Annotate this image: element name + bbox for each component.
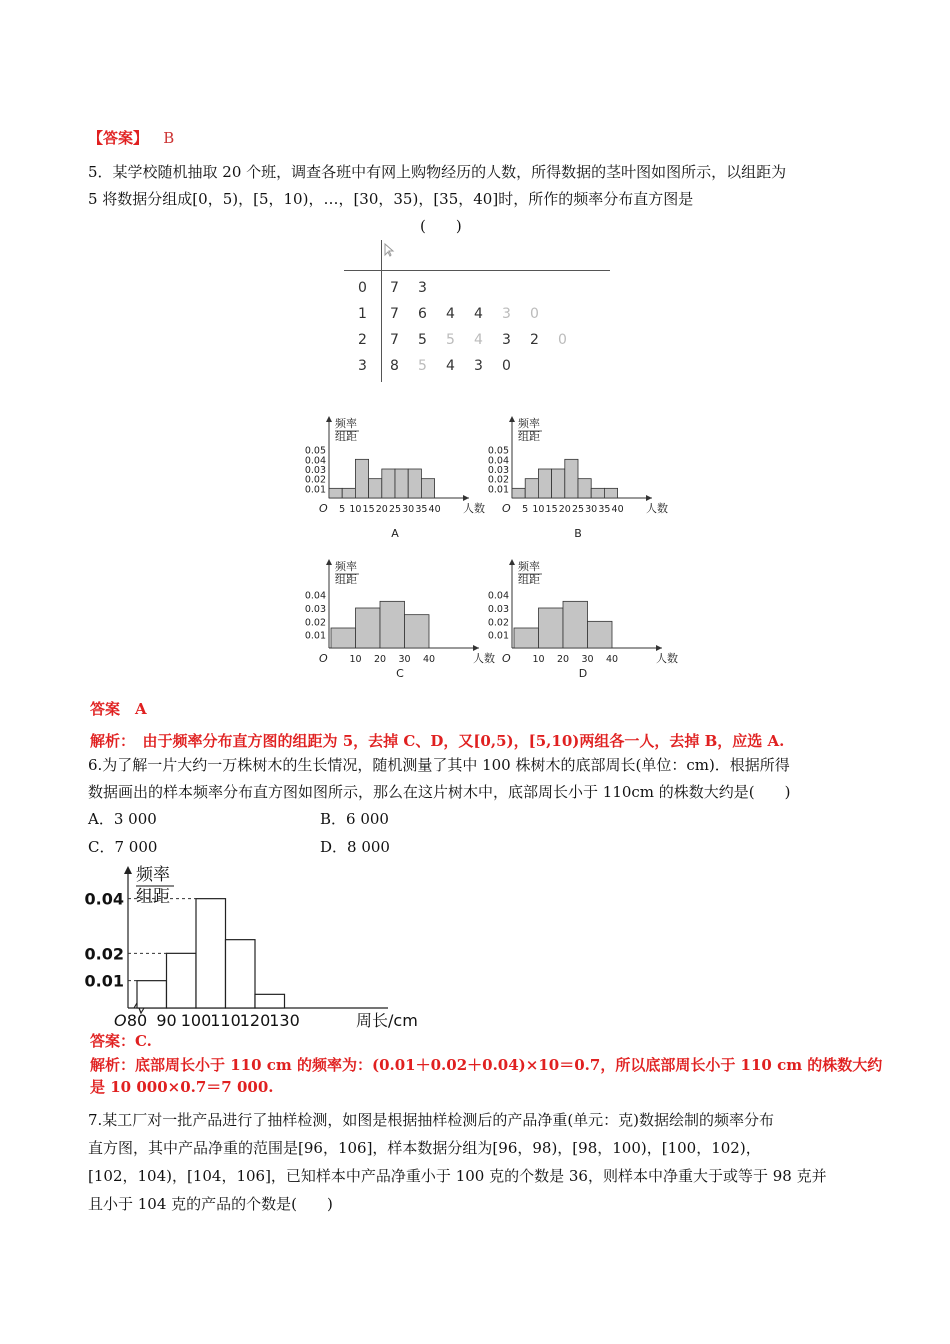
chart-caption: A <box>391 527 399 540</box>
y-axis-arrow <box>124 866 132 874</box>
x-tick-label: 5 <box>339 504 346 515</box>
histogram-bar <box>538 469 551 498</box>
histogram-bar <box>380 601 405 648</box>
q7-line-1: 7.某工厂对一批产品进行了抽样检测，如图是根据抽样检测后的产品净重(单元：克)数据绘制的频率分布 <box>88 1111 775 1129</box>
histogram-bar <box>565 459 578 498</box>
origin-label: O <box>502 502 511 515</box>
q5-line-1: 5．某学校随机抽取 20 个班，调查各班中有网上购物经历的人数，所得数据的茎叶图如图所示，以组距为 <box>88 163 787 181</box>
y-tick-label: 0.04 <box>304 590 326 602</box>
stem-leaf-divider <box>381 240 382 382</box>
histogram-bar <box>588 621 613 648</box>
x-tick-label: 5 <box>522 504 529 515</box>
histogram-bar <box>512 488 525 498</box>
x-axis-arrow <box>656 645 662 651</box>
x-tick-label: 35 <box>415 504 428 515</box>
chart-caption: C <box>396 667 404 680</box>
chart-caption: B <box>574 527 582 540</box>
answer-label: 【答案】 <box>88 129 149 147</box>
y-tick-label: 0.01 <box>304 484 326 496</box>
y-axis-label-bottom: 组距 <box>518 573 540 586</box>
x-tick-label: 20 <box>556 654 570 665</box>
y-axis-label-top: 频率 <box>335 560 357 573</box>
leaf-value: 5 <box>446 332 455 348</box>
q5-analysis: 解析： 由于频率分布直方图的组距为 5，去掉 C、D，又[0,5)，[5,10)两组各一人，去掉 B，应选 A. <box>90 732 785 750</box>
stem-value: 2 <box>358 332 367 348</box>
histogram-b <box>485 410 668 545</box>
leaf-value: 8 <box>390 358 399 374</box>
x-tick-label: 15 <box>362 504 375 515</box>
y-tick-label: 0.01 <box>84 971 124 991</box>
stem-value: 3 <box>358 358 367 374</box>
y-tick-label: 0.02 <box>84 944 124 964</box>
origin-label: O <box>502 652 511 665</box>
x-tick-label: 100 <box>180 1011 212 1030</box>
q6-option-d: D．8 000 <box>320 838 390 856</box>
histogram-c <box>302 553 495 683</box>
histogram-d <box>485 553 678 683</box>
y-axis-label-bottom: 组距 <box>518 430 540 443</box>
leaf-value: 2 <box>530 332 539 348</box>
y-tick-label: 0.02 <box>304 617 326 629</box>
y-axis-arrow <box>509 559 515 565</box>
x-tick-label: 25 <box>571 504 585 515</box>
histogram-bar <box>552 469 565 498</box>
y-tick-label: 0.01 <box>487 484 509 496</box>
histogram-bar <box>255 994 285 1008</box>
q6-option-a: A．3 000 <box>88 810 157 828</box>
x-tick-label: 40 <box>611 504 624 515</box>
y-tick-label: 0.05 <box>487 445 509 457</box>
histogram-tree-girth <box>84 860 438 1030</box>
x-axis-arrow <box>463 495 469 501</box>
histogram-bar <box>539 608 564 648</box>
leaf-value: 7 <box>390 332 399 348</box>
y-axis-label-bottom: 组距 <box>136 887 170 907</box>
x-tick-label: 10 <box>532 504 545 515</box>
origin-label: O <box>319 502 328 515</box>
x-tick-label: 80 <box>126 1011 148 1030</box>
histogram-bar <box>356 608 381 648</box>
y-axis-label-bottom: 组距 <box>335 430 357 443</box>
leaf-value: 5 <box>418 332 427 348</box>
x-axis-label: 人数 <box>473 652 495 665</box>
leaf-value: 0 <box>558 332 567 348</box>
cursor-icon <box>384 242 394 256</box>
x-tick-label: 130 <box>269 1011 300 1030</box>
x-tick-label: 20 <box>373 654 387 665</box>
leaf-value: 3 <box>418 280 427 296</box>
x-tick-label: 40 <box>428 504 441 515</box>
q6-analysis-2: 是 10 000×0.7＝7 000. <box>90 1078 274 1096</box>
leaf-value: 5 <box>418 358 427 374</box>
histogram-bar <box>591 488 604 498</box>
y-tick-label: 0.03 <box>304 465 326 476</box>
y-tick-label: 0.05 <box>304 445 326 457</box>
origin-label: O <box>319 652 328 665</box>
histogram-bar <box>196 899 226 1008</box>
x-tick-label: 90 <box>156 1011 177 1030</box>
histogram-bar <box>604 488 617 498</box>
x-axis-label: 周长/cm <box>356 1011 418 1030</box>
histogram-bar <box>514 628 539 648</box>
stem-value: 1 <box>358 306 367 322</box>
q6-answer: 答案：C. <box>90 1032 152 1050</box>
histogram-a <box>302 410 485 545</box>
y-tick-label: 0.02 <box>304 474 326 486</box>
q4-answer <box>88 127 174 148</box>
q6-option-c: C．7 000 <box>88 838 158 856</box>
histogram-bar <box>329 488 342 498</box>
y-axis-label-top: 频率 <box>335 417 357 430</box>
leaf-value: 4 <box>446 306 455 322</box>
x-tick-label: 25 <box>388 504 402 515</box>
x-tick-label: 10 <box>532 654 545 665</box>
y-tick-label: 0.01 <box>487 630 509 642</box>
x-axis-arrow <box>646 495 652 501</box>
q5-paren: ( ) <box>420 217 462 235</box>
histogram-bar <box>405 615 430 648</box>
histogram-bar <box>578 479 591 498</box>
stem-value: 0 <box>358 280 367 296</box>
x-tick-label: 40 <box>605 654 619 665</box>
histogram-bar <box>563 601 588 648</box>
y-axis-arrow <box>326 416 332 422</box>
leaf-value: 6 <box>418 306 427 322</box>
origin-label: O <box>114 1011 127 1030</box>
q6-analysis-1: 解析：底部周长小于 110 cm 的频率为：(0.01＋0.02＋0.04)×10＝0.7，所以底部周长小于 110 cm 的株数大约 <box>90 1056 883 1074</box>
leaf-value: 3 <box>502 332 511 348</box>
stem-leaf-plot <box>340 240 620 385</box>
x-axis-arrow <box>473 645 479 651</box>
histogram-bar <box>408 469 421 498</box>
leaf-value: 0 <box>502 358 511 374</box>
histogram-bar <box>369 479 382 498</box>
q5-answer: 答案 A <box>90 700 147 718</box>
leaf-value: 0 <box>530 306 539 322</box>
y-tick-label: 0.04 <box>487 455 509 467</box>
q7-line-3: [102，104)，[104，106]，已知样本中产品净重小于 100 克的个数是 36，则样本中净重大于或等于 98 克并 <box>88 1167 827 1185</box>
x-tick-label: 30 <box>585 504 598 515</box>
x-tick-label: 35 <box>598 504 611 515</box>
y-axis-label-top: 频率 <box>136 865 170 885</box>
leaf-value: 4 <box>474 306 483 322</box>
histogram-bar <box>137 981 167 1008</box>
y-axis-arrow <box>326 559 332 565</box>
q6-line-2: 数据画出的样本频率分布直方图如图所示，那么在这片树木中，底部周长小于 110cm 的株数大约是( ) <box>88 783 791 801</box>
y-tick-label: 0.03 <box>487 465 509 476</box>
x-tick-label: 20 <box>558 504 571 515</box>
stem-leaf-top-rule <box>344 270 610 271</box>
y-tick-label: 0.04 <box>84 889 124 909</box>
y-tick-label: 0.04 <box>304 455 326 467</box>
leaf-value: 4 <box>474 332 483 348</box>
x-tick-label: 120 <box>239 1011 271 1030</box>
x-tick-label: 20 <box>375 504 388 515</box>
leaf-value: 7 <box>390 306 399 322</box>
y-axis-label-bottom: 组距 <box>335 573 357 586</box>
leaf-value: 3 <box>474 358 483 374</box>
q6-line-1: 6.为了解一片大约一万株树木的生长情况，随机测量了其中 100 株树木的底部周长(单位：cm)．根据所得 <box>88 756 790 774</box>
chart-caption: D <box>578 667 588 680</box>
x-tick-label: 30 <box>398 654 411 665</box>
histogram-bar <box>355 459 368 498</box>
y-tick-label: 0.04 <box>487 590 509 602</box>
q7-line-4: 且小于 104 克的产品的个数是( ) <box>88 1195 333 1213</box>
histogram-bar <box>331 628 356 648</box>
y-axis-arrow <box>509 416 515 422</box>
histogram-bar <box>167 953 197 1008</box>
histogram-bar <box>525 479 538 498</box>
x-tick-label: 110 <box>210 1011 241 1030</box>
x-axis-label: 人数 <box>646 502 668 515</box>
y-tick-label: 0.01 <box>304 630 326 642</box>
y-tick-label: 0.02 <box>487 617 509 629</box>
y-tick-label: 0.03 <box>304 604 326 615</box>
histogram-bar <box>226 940 256 1008</box>
answer-value: B <box>163 129 175 147</box>
q5-line-2: 5 将数据分组成[0，5)，[5，10)，…，[30，35)，[35，40]时，所作的频率分布直方图是 <box>88 190 694 208</box>
x-tick-label: 30 <box>402 504 415 515</box>
leaf-value: 7 <box>390 280 399 296</box>
x-axis-label: 人数 <box>463 502 485 515</box>
histogram-bar <box>395 469 408 498</box>
histogram-bar <box>382 469 395 498</box>
x-tick-label: 15 <box>545 504 558 515</box>
y-axis-label-top: 频率 <box>518 560 540 573</box>
x-tick-label: 40 <box>422 654 436 665</box>
x-axis-label: 人数 <box>656 652 678 665</box>
leaf-value: 3 <box>502 306 511 322</box>
y-tick-label: 0.02 <box>487 474 509 486</box>
histogram-bar <box>421 479 434 498</box>
y-tick-label: 0.03 <box>487 604 509 615</box>
x-tick-label: 10 <box>349 654 362 665</box>
x-tick-label: 30 <box>581 654 594 665</box>
y-axis-label-top: 频率 <box>518 417 540 430</box>
leaf-value: 4 <box>446 358 455 374</box>
q7-line-2: 直方图，其中产品净重的范围是[96，106]，样本数据分组为[96，98)，[98，100)，[100，102)， <box>88 1139 761 1157</box>
x-tick-label: 10 <box>349 504 362 515</box>
histogram-bar <box>342 488 355 498</box>
q6-option-b: B．6 000 <box>320 810 389 828</box>
